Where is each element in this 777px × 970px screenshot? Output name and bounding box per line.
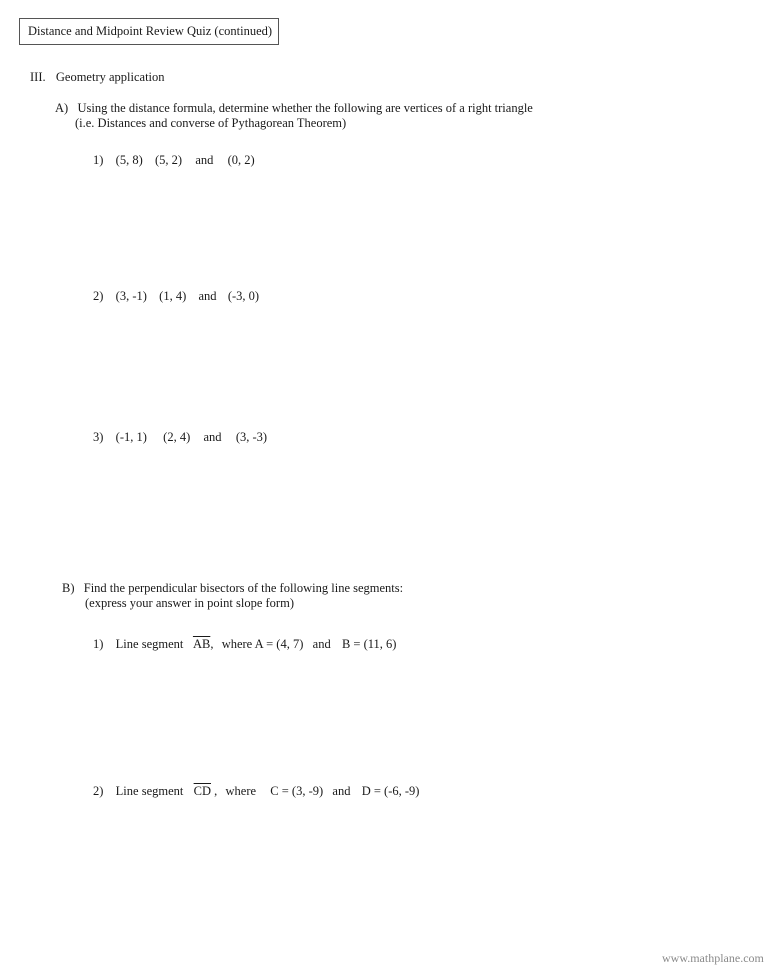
part-a-problem-1: [93, 153, 255, 168]
part-b-problem-2: [93, 784, 419, 799]
vertex-3: (-3, 0): [227, 289, 260, 303]
problem-number: 3): [93, 430, 104, 444]
endpoint-1: A = (4, 7): [254, 637, 304, 651]
problem-number: 1): [93, 153, 104, 167]
part-b-problem-1: [93, 637, 396, 652]
segment-suffix: ,: [211, 784, 218, 798]
section-title: Geometry application: [55, 70, 165, 84]
vertex-1: (5, 8): [115, 153, 143, 167]
quiz-title: Distance and Midpoint Review Quiz (continued): [28, 24, 273, 38]
segment-name: $\overline{CD}$: [193, 784, 211, 798]
vertex-1: (3, -1): [115, 289, 147, 303]
section-heading: [30, 70, 165, 85]
part-b-text: Find the perpendicular bisectors of the following line segments:: [83, 581, 404, 595]
quiz-title-box: [19, 18, 279, 45]
vertex-3: (0, 2): [227, 153, 255, 167]
part-b-note: (express your answer in point slope form): [85, 596, 294, 610]
endpoint-1: C = (3, -9): [270, 784, 324, 798]
problem-number: 2): [93, 784, 104, 798]
and-word: and: [203, 430, 222, 444]
vertex-2: (5, 2): [155, 153, 183, 167]
segment-prefix: Line segment: [115, 784, 184, 798]
part-a-problem-2: [93, 289, 259, 304]
footer-website: www.mathplane.com: [662, 951, 764, 965]
where-word: where: [225, 784, 257, 798]
vertex-3: (3, -3): [235, 430, 268, 444]
endpoint-2: B = (11, 6): [341, 637, 397, 651]
vertex-1: (-1, 1): [115, 430, 147, 444]
and-word: and: [195, 153, 214, 167]
part-b-label: B): [62, 581, 75, 595]
problem-number: 2): [93, 289, 104, 303]
part-a-text: Using the distance formula, determine whether the following are vertices of a right triangle: [77, 101, 533, 115]
segment-prefix: Line segment: [115, 637, 184, 651]
and-word: and: [198, 289, 217, 303]
and-word: and: [312, 637, 331, 651]
segment-name: $\overline{AB}$: [192, 637, 211, 651]
part-a-instruction: [55, 101, 533, 116]
part-a-problem-3: [93, 430, 267, 445]
segment-suffix: ,: [210, 637, 214, 651]
part-b-instruction: [62, 581, 403, 596]
part-a-note: (i.e. Distances and converse of Pythagorean Theorem): [75, 116, 347, 130]
problem-number: 1): [93, 637, 104, 651]
vertex-2: (2, 4): [163, 430, 191, 444]
endpoint-2: D = (-6, -9): [361, 784, 420, 798]
vertex-2: (1, 4): [159, 289, 187, 303]
where-word: where: [221, 637, 253, 651]
and-word: and: [332, 784, 351, 798]
part-a-label: A): [55, 101, 69, 115]
section-number: III.: [30, 70, 46, 84]
